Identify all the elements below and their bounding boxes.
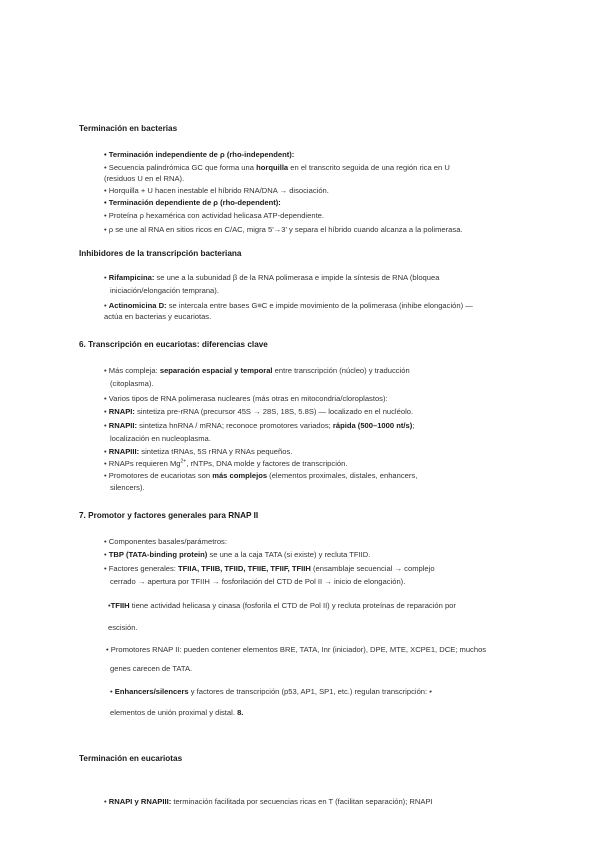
bullet-rho-dependent: • Terminación dependiente de ρ (rho-dependent): <box>104 198 281 207</box>
heading-inhibidores: Inhibidores de la transcripción bacteriana <box>79 249 242 258</box>
heading-terminacion-eucariotas: Terminación en eucariotas <box>79 754 183 763</box>
bullet-tbp: • TBP (TATA-binding protein) se une a la caja TATA (si existe) y recluta TFIID. <box>104 550 371 559</box>
bullet-secuencia-cont: (residuos U en el RNA). <box>104 174 185 183</box>
bullet-promotores-eucariotas-cont: silencers). <box>110 483 145 492</box>
bullet-enhancers: • Enhancers/silencers y factores de transcripción (p53, AP1, SP1, etc.) regulan transcripción: • <box>110 687 432 696</box>
bullet-enhancers-cont: elementos de unión proximal y distal. 8. <box>110 708 244 717</box>
bullet-secuencia-palindromica: • Secuencia palindrómica GC que forma una horquilla en el transcrito seguida de una región rica en U <box>104 163 450 172</box>
bullet-factores-generales: • Factores generales: TFIIA, TFIIB, TFIID, TFIIE, TFIIF, TFIIH (ensamblaje secuencial → complejo <box>104 564 435 573</box>
bullet-promotores-rnap2-cont: genes carecen de TATA. <box>110 664 193 673</box>
bullet-actinomicina-cont: actúa en bacterias y eucariotas. <box>104 312 212 321</box>
bullet-mas-compleja: • Más compleja: separación espacial y temporal entre transcripción (núcleo) y traducción <box>104 366 410 375</box>
bullet-rho-independent: • Terminación independiente de ρ (rho-independent): <box>104 150 295 159</box>
bullet-tfiih: •TFIIH tiene actividad helicasa y cinasa (fosforila el CTD de Pol II) y recluta proteínas de reparación por <box>108 601 456 610</box>
bullet-rnapi-rnapiii: • RNAPI y RNAPIII: terminación facilitada por secuencias ricas en T (facilitan separación); RNAPI <box>104 797 433 806</box>
bullet-rnapiii: • RNAPIII: sintetiza tRNAs, 5S rRNA y RNAs pequeños. <box>104 447 293 456</box>
bullet-componentes-basales: • Componentes basales/parámetros: <box>104 537 227 546</box>
bullet-varios-tipos: • Varios tipos de RNA polimerasa nucleares (más otras en mitocondria/cloroplastos): <box>104 394 388 403</box>
bullet-rnapi: • RNAPI: sintetiza pre-rRNA (precursor 45S → 28S, 18S, 5.8S) — localizado en el nucléolo. <box>104 407 414 416</box>
bullet-rnapii-cont: localización en nucleoplasma. <box>110 434 211 443</box>
bullet-rho-une: • ρ se une al RNA en sitios ricos en C/AC, migra 5'→3' y separa el híbrido cuando alcanza a la polimerasa. <box>104 225 463 234</box>
heading-eucariotas: 6. Transcripción en eucariotas: diferencias clave <box>79 340 268 349</box>
bullet-horquilla: • Horquilla + U hacen inestable el híbrido RNA/DNA → disociación. <box>104 186 329 195</box>
heading-promotor: 7. Promotor y factores generales para RNAP II <box>79 511 259 520</box>
bullet-rnapii: • RNAPII: sintetiza hnRNA / mRNA; reconoce promotores variados; rápida (500–1000 nt/s); <box>104 421 415 430</box>
bullet-rifampicina: • Rifampicina: se une a la subunidad β de la RNA polimerasa e impide la síntesis de RNA (bloquea <box>104 273 440 282</box>
bullet-rifampicina-cont: iniciación/elongación temprana). <box>110 286 219 295</box>
bullet-promotores-rnap2: • Promotores RNAP II: pueden contener elementos BRE, TATA, Inr (iniciador), DPE, MTE, XCPE1, DCE; muchos <box>106 645 487 654</box>
heading-terminacion-bacterias: Terminación en bacterias <box>79 124 178 133</box>
bullet-promotores-eucariotas: • Promotores de eucariotas son más complejos (elementos proximales, distales, enhancers, <box>104 471 418 480</box>
bullet-factores-generales-cont: cerrado → apertura por TFIIH → fosforilación del CTD de Pol II → inicio de elongación). <box>110 577 406 586</box>
bullet-rnaps-requieren: • RNAPs requieren $Mg^{2+}$, rNTPs, DNA molde y factores de transcripción. <box>104 458 348 468</box>
bullet-proteina-rho: • Proteína ρ hexamérica con actividad helicasa ATP-dependiente. <box>104 211 325 220</box>
bullet-actinomicina: • Actinomicina D: se intercala entre bases G≡C e impide movimiento de la polimerasa (inhibe elongación) — <box>104 301 473 310</box>
bullet-mas-compleja-cont: (citoplasma). <box>110 379 154 388</box>
bullet-tfiih-cont: escisión. <box>108 623 138 632</box>
